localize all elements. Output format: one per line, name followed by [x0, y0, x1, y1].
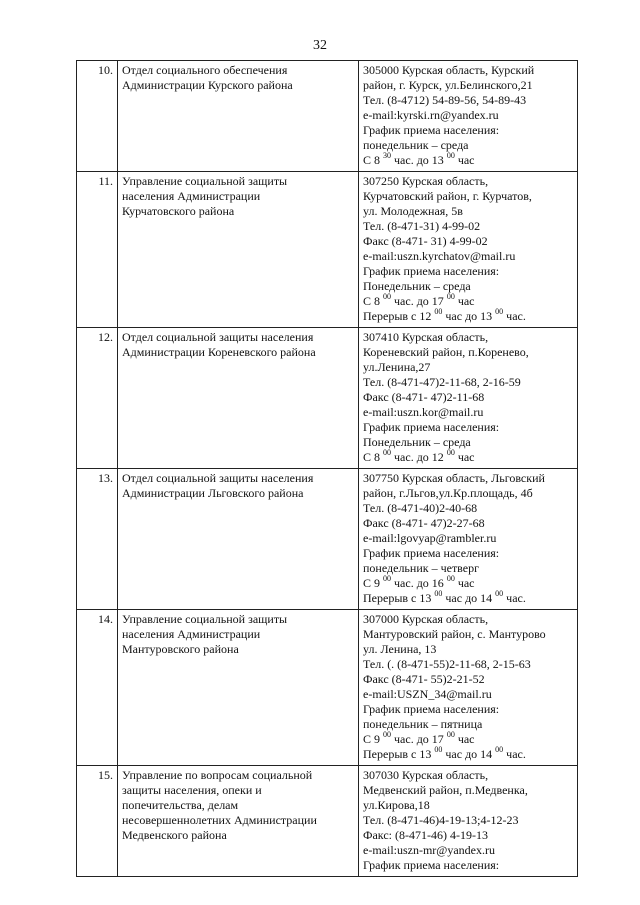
contact-line: Понедельник – среда	[363, 279, 471, 293]
schedule-text: час. до 13	[391, 153, 447, 167]
schedule-text: час.	[503, 747, 526, 761]
office-name-line: Управление социальной защиты	[122, 174, 288, 188]
office-contacts-cell	[359, 328, 578, 469]
schedule-line	[363, 576, 573, 591]
contact-line: Понедельник – среда	[363, 435, 471, 449]
schedule-text: час. до 12	[391, 450, 447, 464]
contact-line: Тел. (8-4712) 54-89-56, 54-89-43	[363, 93, 527, 107]
contact-line: Курчатовский район, г. Курчатов,	[363, 189, 532, 203]
contact-line: График приема населения:	[363, 702, 500, 716]
row-number: 14.	[77, 610, 118, 766]
schedule-minutes: 00	[446, 730, 455, 739]
schedule-minutes: 00	[383, 448, 392, 457]
schedule-minutes: 00	[434, 307, 443, 316]
schedule-text: час до 14	[442, 747, 496, 761]
schedule-text: С 8	[363, 450, 384, 464]
row-number: 15.	[77, 766, 118, 877]
schedule-minutes: 00	[383, 730, 392, 739]
schedule-text: Перерыв с 13	[363, 747, 435, 761]
schedule-text: Перерыв с 12	[363, 309, 435, 323]
contact-line: Тел. (8-471-40)2-40-68	[363, 501, 478, 515]
contact-line: ул.Кирова,18	[363, 798, 430, 812]
office-name-line: Управление социальной защиты	[122, 612, 288, 626]
schedule-text: С 9	[363, 576, 384, 590]
schedule-line	[363, 153, 573, 168]
office-name-cell	[118, 610, 359, 766]
schedule-text: час.	[503, 309, 526, 323]
office-contacts-cell	[359, 172, 578, 328]
schedule-line	[363, 591, 573, 606]
table-row	[77, 610, 578, 766]
contact-line: График приема населения:	[363, 858, 500, 872]
row-number: 13.	[77, 469, 118, 610]
office-name-line: Администрации Курского района	[122, 78, 293, 92]
office-contacts-cell	[359, 61, 578, 172]
contact-line: Тел. (8-471-47)2-11-68, 2-16-59	[363, 375, 521, 389]
contact-line: Факс (8-471- 55)2-21-52	[363, 672, 485, 686]
schedule-line	[363, 294, 573, 309]
schedule-line	[363, 309, 573, 324]
office-name-line: Отдел социальной защиты населения	[122, 330, 314, 344]
office-name-line: Медвенского района	[122, 828, 227, 842]
office-name-cell	[118, 172, 359, 328]
contact-line: 307750 Курская область, Льговский	[363, 471, 545, 485]
office-name-line: защиты населения, опеки и	[122, 783, 262, 797]
schedule-line	[363, 450, 573, 465]
table-row	[77, 469, 578, 610]
schedule-text: С 9	[363, 732, 384, 746]
office-name-line: Мантуровского района	[122, 642, 239, 656]
contact-line: График приема населения:	[363, 123, 500, 137]
table-row	[77, 328, 578, 469]
office-name-line: Отдел социального обеспечения	[122, 63, 288, 77]
table-row	[77, 61, 578, 172]
schedule-minutes: 30	[383, 151, 392, 160]
contact-line: 307410 Курская область,	[363, 330, 489, 344]
office-name-line: Отдел социальной защиты населения	[122, 471, 314, 485]
contact-line: Тел. (8-471-46)4-19-13;4-12-23	[363, 813, 519, 827]
schedule-line	[363, 747, 573, 762]
office-name-cell	[118, 61, 359, 172]
schedule-line	[363, 732, 573, 747]
table-row	[77, 172, 578, 328]
office-contacts-cell	[359, 469, 578, 610]
office-name-line: Курчатовского района	[122, 204, 235, 218]
schedule-minutes: 00	[446, 574, 455, 583]
office-name-line: попечительства, делам	[122, 798, 239, 812]
offices-table	[76, 60, 578, 877]
contact-line: понедельник – среда	[363, 138, 469, 152]
schedule-minutes: 00	[383, 574, 392, 583]
row-number: 11.	[77, 172, 118, 328]
schedule-minutes: 00	[446, 151, 455, 160]
schedule-text: Перерыв с 13	[363, 591, 435, 605]
contact-line: Тел. (. (8-471-55)2-11-68, 2-15-63	[363, 657, 531, 671]
contact-line: район, г. Курск, ул.Белинского,21	[363, 78, 533, 92]
schedule-text: час. до 17	[391, 294, 447, 308]
contact-line: График приема населения:	[363, 264, 500, 278]
schedule-text: час.	[503, 591, 526, 605]
schedule-text: час. до 17	[391, 732, 447, 746]
contact-line: Мантуровский район, с. Мантурово	[363, 627, 546, 641]
office-name-line: несовершеннолетних Администрации	[122, 813, 317, 827]
schedule-text: час	[454, 294, 475, 308]
office-name-line: населения Администрации	[122, 627, 261, 641]
office-contacts-cell	[359, 766, 578, 877]
contact-line: Тел. (8-471-31) 4-99-02	[363, 219, 481, 233]
office-name-cell	[118, 328, 359, 469]
contact-line: e-mail:uszn.kyrchatov@mail.ru	[363, 249, 516, 263]
contact-line: Кореневский район, п.Коренево,	[363, 345, 529, 359]
office-name-line: Управление по вопросам социальной	[122, 768, 313, 782]
contact-line: e-mail:kyrski.rn@yandex.ru	[363, 108, 499, 122]
contact-line: ул. Молодежная, 5в	[363, 204, 463, 218]
contact-line: 307250 Курская область,	[363, 174, 489, 188]
contact-line: ул.Ленина,27	[363, 360, 431, 374]
contact-line: Факс (8-471- 31) 4-99-02	[363, 234, 488, 248]
contact-line: График приема населения:	[363, 420, 500, 434]
contact-line: e-mail:uszn.kor@mail.ru	[363, 405, 484, 419]
office-name-cell	[118, 469, 359, 610]
office-name-line: населения Администрации	[122, 189, 261, 203]
contact-line: e-mail:lgovyap@rambler.ru	[363, 531, 497, 545]
contact-line: e-mail:uszn-mr@yandex.ru	[363, 843, 496, 857]
contact-line: Факс (8-471- 47)2-11-68	[363, 390, 485, 404]
contact-line: Факс (8-471- 47)2-27-68	[363, 516, 485, 530]
office-name-line: Администрации Льговского района	[122, 486, 304, 500]
schedule-minutes: 00	[434, 589, 443, 598]
page-number: 32	[313, 38, 327, 53]
schedule-minutes: 00	[383, 292, 392, 301]
schedule-minutes: 00	[446, 448, 455, 457]
contact-line: Медвенский район, п.Медвенка,	[363, 783, 528, 797]
contact-line: 307000 Курская область,	[363, 612, 489, 626]
row-number: 10.	[77, 61, 118, 172]
table-body	[77, 61, 578, 877]
schedule-text: час	[454, 153, 475, 167]
contact-line: ул. Ленина, 13	[363, 642, 437, 656]
schedule-text: С 8	[363, 294, 384, 308]
schedule-text: час. до 16	[391, 576, 447, 590]
contact-line: понедельник – пятница	[363, 717, 483, 731]
schedule-text: час до 14	[442, 591, 496, 605]
schedule-text: С 8	[363, 153, 384, 167]
contact-line: Факс: (8-471-46) 4-19-13	[363, 828, 488, 842]
schedule-text: час	[454, 732, 475, 746]
contact-line: График приема населения:	[363, 546, 500, 560]
contact-line: понедельник – четверг	[363, 561, 480, 575]
schedule-minutes: 00	[495, 307, 504, 316]
contact-line: 307030 Курская область,	[363, 768, 489, 782]
schedule-minutes: 00	[434, 745, 443, 754]
schedule-text: час	[454, 450, 475, 464]
schedule-text: час	[454, 576, 475, 590]
table-row	[77, 766, 578, 877]
office-name-line: Администрации Кореневского района	[122, 345, 316, 359]
schedule-minutes: 00	[446, 292, 455, 301]
schedule-text: час до 13	[442, 309, 496, 323]
office-contacts-cell	[359, 610, 578, 766]
office-name-cell	[118, 766, 359, 877]
contact-line: 305000 Курская область, Курский	[363, 63, 535, 77]
schedule-minutes: 00	[495, 745, 504, 754]
row-number: 12.	[77, 328, 118, 469]
contact-line: район, г.Льгов,ул.Кр.площадь, 4б	[363, 486, 533, 500]
contact-line: e-mail:USZN_34@mail.ru	[363, 687, 492, 701]
schedule-minutes: 00	[495, 589, 504, 598]
